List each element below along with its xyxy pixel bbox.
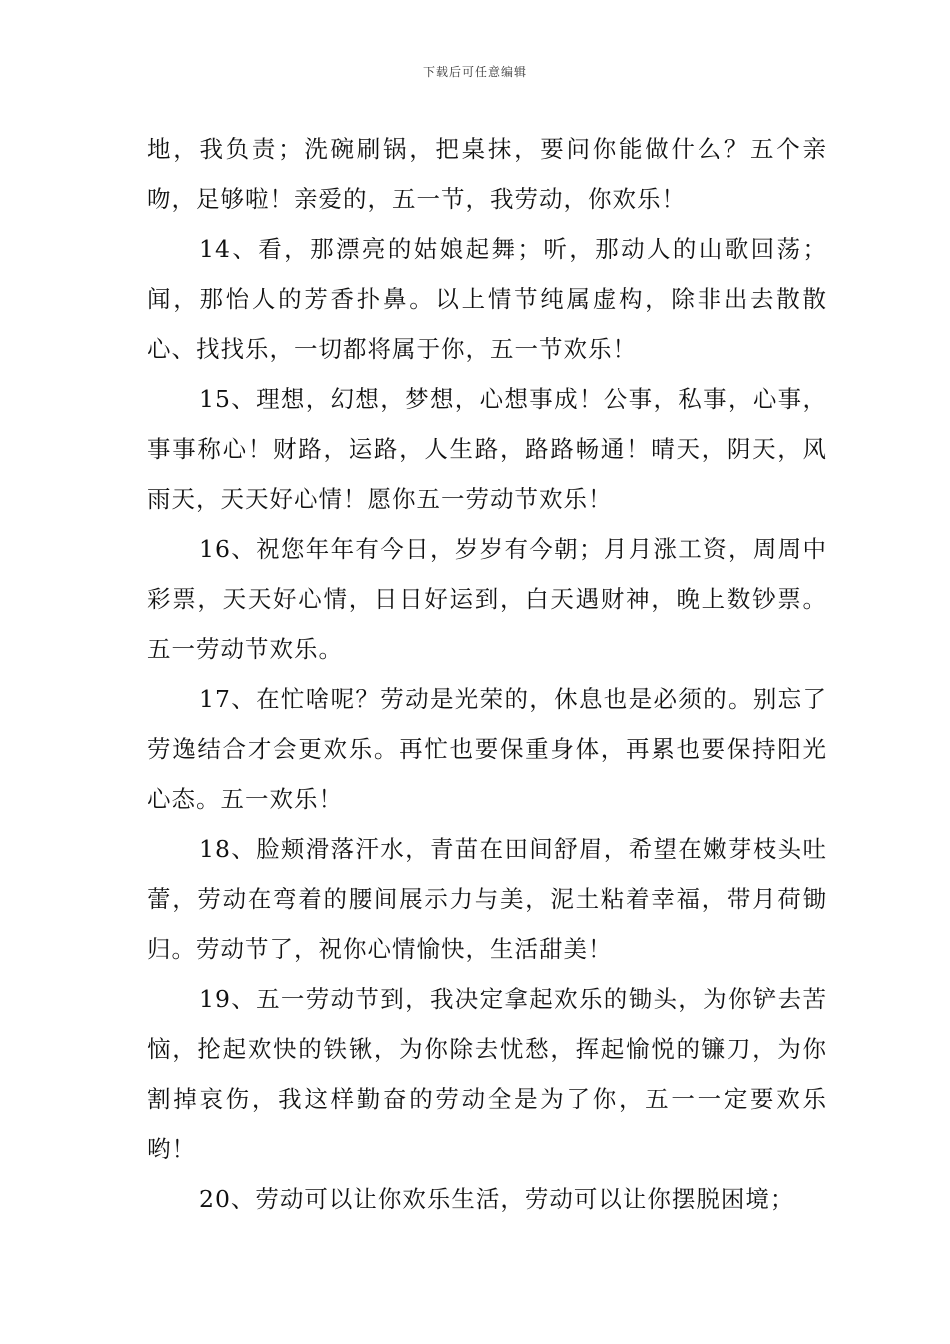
paragraph-16: 16、祝您年年有今日，岁岁有今朝；月月涨工资，周周中彩票，天天好心情，日日好运到，白天遇财神，晚上数钞票。五一劳动节欢乐。	[147, 535, 827, 663]
paragraph-continuation: 地，我负责；洗碗刷锅，把桌抹，要问你能做什么？五个亲吻，足够啦！亲爱的，五一节，我劳动，你欢乐！	[147, 135, 827, 213]
paragraph-18: 18、脸颊滑落汗水，青苗在田间舒眉，希望在嫩芽枝头吐蕾，劳动在弯着的腰间展示力与美，泥土粘着幸福，带月荷锄归。劳动节了，祝你心情愉快，生活甜美！	[147, 835, 827, 963]
document-body	[147, 124, 827, 1224]
paragraph-20: 20、劳动可以让你欢乐生活，劳动可以让你摆脱困境；	[199, 1185, 795, 1213]
paragraph-17: 17、在忙啥呢？劳动是光荣的，休息也是必须的。别忘了劳逸结合才会更欢乐。再忙也要保重身体，再累也要保持阳光心态。五一欢乐！	[147, 685, 827, 813]
paragraph-14: 14、看，那漂亮的姑娘起舞；听，那动人的山歌回荡；闻，那怡人的芳香扑鼻。以上情节纯属虚构，除非出去散散心、找找乐，一切都将属于你，五一节欢乐！	[147, 235, 827, 363]
paragraph-19: 19、五一劳动节到，我决定拿起欢乐的锄头，为你铲去苦恼，抡起欢快的铁锹，为你除去忧愁，挥起愉悦的镰刀，为你割掉哀伤，我这样勤奋的劳动全是为了你，五一一定要欢乐哟！	[147, 985, 827, 1163]
page-header: 下载后可任意编辑	[422, 65, 527, 79]
paragraph-15: 15、理想，幻想，梦想，心想事成！公事，私事，心事，事事称心！财路，运路，人生路，路路畅通！晴天，阴天，风雨天，天天好心情！愿你五一劳动节欢乐！	[147, 385, 827, 513]
